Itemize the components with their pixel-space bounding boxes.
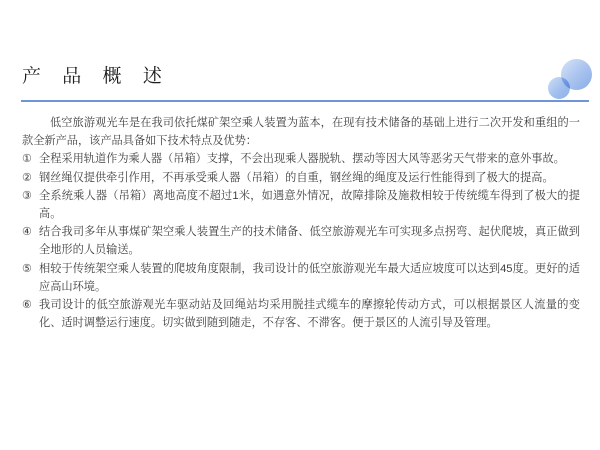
feature-number: ③ bbox=[22, 189, 33, 202]
title-underline bbox=[21, 100, 589, 102]
feature-text: 相较于传统架空乘人装置的爬坡角度限制，我司设计的低空旅游观光车最大适应坡度可以达到45度。更好的适应高山环境。 bbox=[39, 262, 580, 293]
feature-item bbox=[22, 296, 580, 332]
feature-item bbox=[22, 223, 580, 259]
feature-number: ⑤ bbox=[22, 262, 33, 275]
intro-paragraph: 低空旅游观光车是在我司依托煤矿架空乘人装置为蓝本，在现有技术储备的基础上进行二次开发和重组的一款全新产品，该产品具备如下技术特点及优势： bbox=[22, 117, 580, 148]
feature-item bbox=[22, 150, 580, 168]
feature-text: 我司设计的低空旅游观光车驱动站及回绳站均采用脱挂式缆车的摩擦轮传动方式，可以根据景区人流量的变化、适时调整运行速度。切实做到随到随走，不存客、不滞客。便于景区的人流引导及管理。 bbox=[39, 299, 580, 330]
feature-item bbox=[22, 260, 580, 296]
feature-number: ① bbox=[22, 153, 33, 166]
decor-circle-small bbox=[548, 77, 570, 99]
feature-number: ⑥ bbox=[22, 299, 33, 312]
feature-list bbox=[22, 150, 580, 332]
feature-text: 全系统乘人器（吊箱）离地高度不超过1米，如遇意外情况，故障排除及施救相较于传统缆车得到了极大的提高。 bbox=[39, 189, 580, 221]
feature-text: 全程采用轨道作为乘人器（吊箱）支撑，不会出现乘人器脱轨、摆动等因大风等恶劣天气带来的意外事故。 bbox=[39, 153, 565, 166]
slide-title: 产 品 概 述 bbox=[22, 66, 170, 87]
feature-text: 结合我司多年从事煤矿架空乘人装置生产的技术储备、低空旅游观光车可实现多点拐弯、起伏爬坡，真正做到全地形的人员输送。 bbox=[39, 226, 580, 257]
feature-number: ② bbox=[22, 171, 33, 184]
feature-number: ④ bbox=[22, 226, 33, 239]
feature-text: 钢丝绳仅提供牵引作用，不再承受乘人器（吊箱）的自重，钢丝绳的绳度及运行性能得到了极大的提高。 bbox=[39, 171, 554, 184]
feature-item bbox=[22, 169, 580, 187]
slide-body bbox=[22, 114, 580, 332]
feature-item bbox=[22, 187, 580, 223]
